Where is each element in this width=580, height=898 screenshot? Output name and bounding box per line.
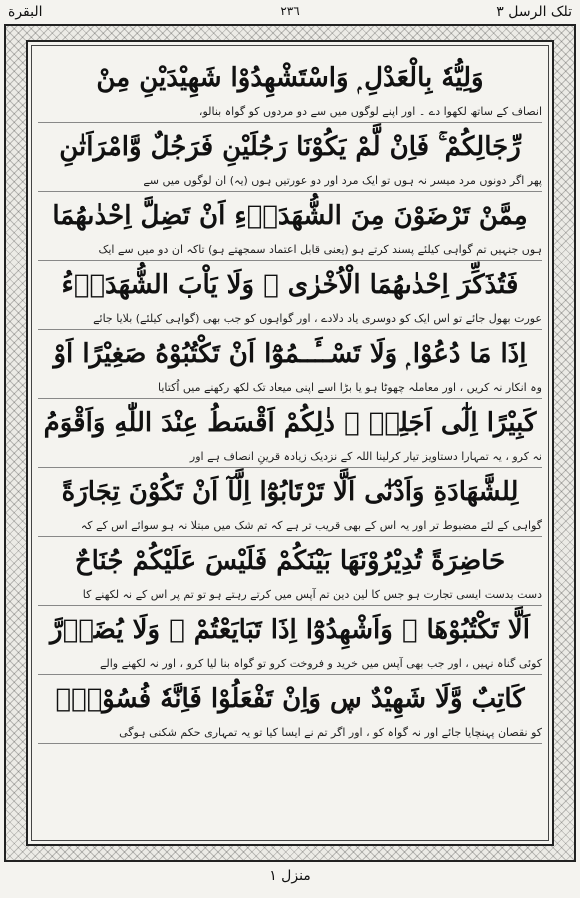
translation-line: دست بدست ایسی تجارت ہو جس کا لین دین تم آپس میں کرتے رہتے ہو تو تم پر اس کے نہ لکھنے کا (38, 585, 542, 606)
verse-lines (38, 54, 542, 834)
translation-line: عورت بھول جائے تو اس ایک کو دوسری یاد دلادے ، اور گواہوں کو جب بھی (گواہی کیلئے) بلایا جائے (38, 309, 542, 330)
translation-line: وہ انکار نہ کریں ، اور معاملہ چھوٹا ہو یا بڑا اسے اپنی میعاد تک لکھ رکھنے میں اُکتایا (38, 378, 542, 399)
page-header (0, 0, 580, 26)
translation-line: کوئی گناہ نہیں ، اور جب بھی آپس میں خرید و فروخت کرو تو گواہ بنا لیا کرو ، اور نہ لکھنے والے (38, 654, 542, 675)
verse-line: حَاضِرَةً تُدِيْرُوْنَهَا بَيْنَكُمْ فَلَيْسَ عَلَيْكُمْ جُنَاحٌ (74, 546, 506, 576)
verse-line: كَاتِبٌ وَّلَا شَهِيْدٌ ڛ وَاِنْ تَفْعَلُوْا فَاِنَّهٗ فُسُوْقٌۢ (55, 684, 525, 714)
page-number: ٢٣٦ (280, 4, 300, 18)
verse-line: فَتُذَكِّرَ اِحْدٰىهُمَا الْاُخْرٰى ۭ وَلَا يَاْبَ الشُّهَدَاۗءُ (61, 270, 519, 300)
translation-line: ہوں جنہیں تم گواہی کیلئے پسند کرتے ہو (یعنی قابل اعتماد سمجھتے ہو) تاکہ ان دو میں سے ایک (38, 240, 542, 261)
verse-line: رِّجَالِكُمْ ۚ فَاِنْ لَّمْ يَكُوْنَا رَجُلَيْنِ فَرَجُلٌ وَّامْرَاَتٰنِ (59, 132, 521, 162)
text-area (26, 40, 554, 846)
translation-line: کو نقصان پہنچایا جائے اور نہ گواہ کو ، اور اگر تم نے ایسا کیا تو یہ تمہاری حکم شکنی ہوگی (38, 723, 542, 744)
surah-name: البقرة (8, 4, 43, 20)
juz-name: تلک الرسل ٣ (496, 4, 572, 20)
translation-line: پھر اگر دونوں مرد میسر نہ ہوں تو ایک مرد اور دو عورتیں ہوں (یہ) ان لوگوں میں سے (38, 171, 542, 192)
verse-line: اِذَا مَا دُعُوْا ۭ وَلَا تَسْــَٔــمُوْٓا اَنْ تَكْتُبُوْهُ صَغِيْرًا اَوْ (53, 339, 527, 369)
manzil-footer: منزل ١ (269, 868, 311, 884)
verse-line: مِمَّنْ تَرْضَوْنَ مِنَ الشُّهَدَاۗءِ اَنْ تَضِلَّ اِحْدٰىهُمَا (52, 201, 528, 231)
verse-line: لِلشَّهَادَةِ وَاَدْنٰٓى اَلَّا تَرْتَابُوْٓا اِلَّآ اَنْ تَكُوْنَ تِجَارَةً (61, 477, 519, 507)
verse-line: وَلِيُّهٗ بِالْعَدْلِ ۭ وَاسْتَشْهِدُوْا شَهِيْدَيْنِ مِنْ (96, 63, 484, 93)
ornamental-border (4, 24, 576, 862)
translation-line: نہ کرو ، یہ تمہارا دستاویز تیار کرلینا اللہ کے نزدیک زیادہ قرینِ انصاف ہے اور (38, 447, 542, 468)
translation-line: گواہی کے لئے مضبوط تر اور یہ اس کے بھی قریب تر ہے کہ تم شک میں مبتلا نہ ہو سوائے اس کے کہ (38, 516, 542, 537)
verse-line: اَلَّا تَكْتُبُوْهَا ۭ وَاَشْهِدُوْٓا اِذَا تَبَايَعْتُمْ ۠ وَلَا يُضَاۗرَّ (50, 615, 530, 645)
verse-line: كَبِيْرًا اِلٰٓى اَجَلِهٖ ۭ ذٰلِكُمْ اَقْسَطُ عِنْدَ اللّٰهِ وَاَقْوَمُ (43, 408, 537, 438)
translation-line: انصاف کے ساتھ لکھوا دے ۔ اور اپنے لوگوں میں سے دو مردوں کو گواہ بنالو، (38, 102, 542, 123)
